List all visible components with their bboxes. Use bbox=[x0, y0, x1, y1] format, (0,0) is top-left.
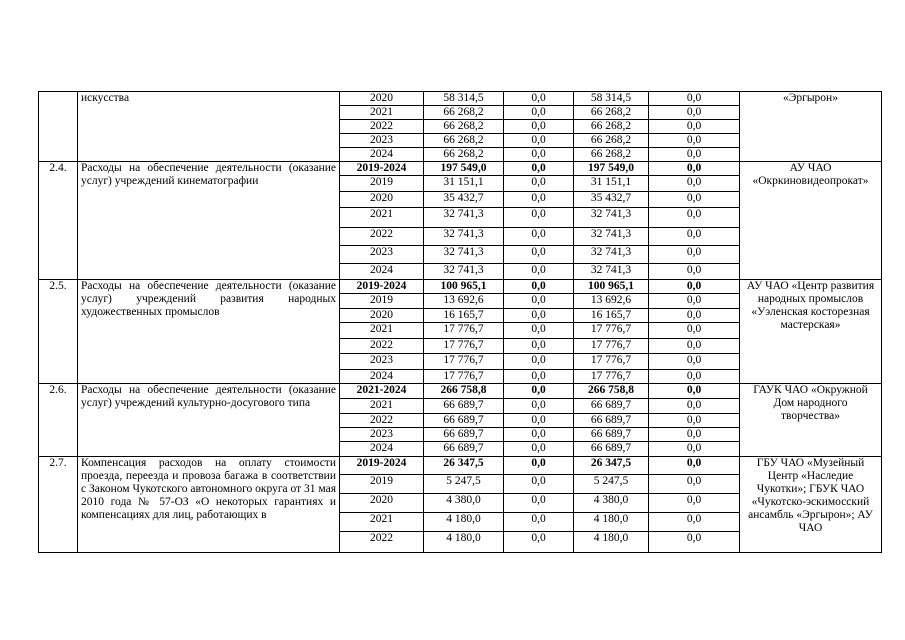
total-cell: 32 741,3 bbox=[424, 208, 504, 228]
total-cell: 66 689,7 bbox=[424, 442, 504, 457]
year-cell: 2021 bbox=[340, 513, 424, 532]
table-row bbox=[39, 384, 882, 399]
total-cell: 4 180,0 bbox=[424, 532, 504, 553]
federal-budget-cell: 0,0 bbox=[504, 442, 574, 457]
other-sources-cell: 0,0 bbox=[649, 339, 740, 354]
year-cell: 2020 bbox=[340, 92, 424, 106]
year-cell: 2022 bbox=[340, 120, 424, 134]
year-cell: 2022 bbox=[340, 414, 424, 428]
year-cell: 2023 bbox=[340, 246, 424, 264]
okrug-budget-cell: 16 165,7 bbox=[574, 309, 649, 323]
okrug-budget-cell: 17 776,7 bbox=[574, 354, 649, 370]
okrug-budget-cell: 66 689,7 bbox=[574, 399, 649, 414]
total-cell: 66 268,2 bbox=[424, 134, 504, 148]
year-cell: 2021-2024 bbox=[340, 384, 424, 399]
total-cell: 32 741,3 bbox=[424, 264, 504, 280]
other-sources-cell: 0,0 bbox=[649, 309, 740, 323]
total-cell: 17 776,7 bbox=[424, 370, 504, 384]
other-sources-cell: 0,0 bbox=[649, 106, 740, 120]
federal-budget-cell: 0,0 bbox=[504, 475, 574, 494]
okrug-budget-cell: 32 741,3 bbox=[574, 208, 649, 228]
total-cell: 66 268,2 bbox=[424, 120, 504, 134]
item-number: 2.6. bbox=[39, 384, 78, 457]
table-row bbox=[39, 457, 882, 475]
other-sources-cell: 0,0 bbox=[649, 513, 740, 532]
okrug-budget-cell: 5 247,5 bbox=[574, 475, 649, 494]
other-sources-cell: 0,0 bbox=[649, 384, 740, 399]
okrug-budget-cell: 4 380,0 bbox=[574, 494, 649, 513]
total-cell: 58 314,5 bbox=[424, 92, 504, 106]
total-cell: 66 268,2 bbox=[424, 148, 504, 162]
federal-budget-cell: 0,0 bbox=[504, 92, 574, 106]
table-row bbox=[39, 162, 882, 176]
okrug-budget-cell: 13 692,6 bbox=[574, 294, 649, 309]
other-sources-cell: 0,0 bbox=[649, 162, 740, 176]
executor-cell: АУ ЧАО «Окркиновидеопрокат» bbox=[740, 162, 882, 280]
okrug-budget-cell: 4 180,0 bbox=[574, 513, 649, 532]
executor-cell: ГАУК ЧАО «Окружной Дом народного творчества» bbox=[740, 384, 882, 457]
year-cell: 2022 bbox=[340, 339, 424, 354]
federal-budget-cell: 0,0 bbox=[504, 532, 574, 553]
other-sources-cell: 0,0 bbox=[649, 532, 740, 553]
other-sources-cell: 0,0 bbox=[649, 414, 740, 428]
other-sources-cell: 0,0 bbox=[649, 92, 740, 106]
okrug-budget-cell: 4 180,0 bbox=[574, 532, 649, 553]
year-cell: 2023 bbox=[340, 134, 424, 148]
federal-budget-cell: 0,0 bbox=[504, 457, 574, 475]
year-cell: 2024 bbox=[340, 264, 424, 280]
federal-budget-cell: 0,0 bbox=[504, 513, 574, 532]
federal-budget-cell: 0,0 bbox=[504, 494, 574, 513]
okrug-budget-cell: 66 268,2 bbox=[574, 106, 649, 120]
item-name: Расходы на обеспечение деятельности (оказание услуг) учреждений развития народных художественных промыслов bbox=[78, 280, 340, 384]
okrug-budget-cell: 66 689,7 bbox=[574, 414, 649, 428]
federal-budget-cell: 0,0 bbox=[504, 148, 574, 162]
federal-budget-cell: 0,0 bbox=[504, 208, 574, 228]
okrug-budget-cell: 66 268,2 bbox=[574, 134, 649, 148]
other-sources-cell: 0,0 bbox=[649, 323, 740, 339]
federal-budget-cell: 0,0 bbox=[504, 192, 574, 208]
year-cell: 2019-2024 bbox=[340, 457, 424, 475]
federal-budget-cell: 0,0 bbox=[504, 370, 574, 384]
okrug-budget-cell: 66 689,7 bbox=[574, 428, 649, 442]
federal-budget-cell: 0,0 bbox=[504, 414, 574, 428]
federal-budget-cell: 0,0 bbox=[504, 228, 574, 246]
total-cell: 197 549,0 bbox=[424, 162, 504, 176]
okrug-budget-cell: 266 758,8 bbox=[574, 384, 649, 399]
federal-budget-cell: 0,0 bbox=[504, 294, 574, 309]
executor-cell: АУ ЧАО «Центр развития народных промыслов «Уэленская косторезная мастерская» bbox=[740, 280, 882, 384]
federal-budget-cell: 0,0 bbox=[504, 264, 574, 280]
other-sources-cell: 0,0 bbox=[649, 134, 740, 148]
okrug-budget-cell: 17 776,7 bbox=[574, 370, 649, 384]
other-sources-cell: 0,0 bbox=[649, 148, 740, 162]
other-sources-cell: 0,0 bbox=[649, 228, 740, 246]
other-sources-cell: 0,0 bbox=[649, 399, 740, 414]
other-sources-cell: 0,0 bbox=[649, 428, 740, 442]
year-cell: 2022 bbox=[340, 532, 424, 553]
year-cell: 2023 bbox=[340, 354, 424, 370]
year-cell: 2021 bbox=[340, 106, 424, 120]
year-cell: 2022 bbox=[340, 228, 424, 246]
federal-budget-cell: 0,0 bbox=[504, 309, 574, 323]
year-cell: 2024 bbox=[340, 442, 424, 457]
executor-cell: «Эргырон» bbox=[740, 92, 882, 162]
other-sources-cell: 0,0 bbox=[649, 208, 740, 228]
other-sources-cell: 0,0 bbox=[649, 280, 740, 294]
year-cell: 2024 bbox=[340, 370, 424, 384]
federal-budget-cell: 0,0 bbox=[504, 106, 574, 120]
year-cell: 2020 bbox=[340, 494, 424, 513]
other-sources-cell: 0,0 bbox=[649, 120, 740, 134]
total-cell: 17 776,7 bbox=[424, 339, 504, 354]
okrug-budget-cell: 32 741,3 bbox=[574, 228, 649, 246]
total-cell: 17 776,7 bbox=[424, 354, 504, 370]
year-cell: 2019 bbox=[340, 475, 424, 494]
item-name: искусства bbox=[78, 92, 340, 162]
total-cell: 66 689,7 bbox=[424, 414, 504, 428]
federal-budget-cell: 0,0 bbox=[504, 246, 574, 264]
total-cell: 4 180,0 bbox=[424, 513, 504, 532]
total-cell: 32 741,3 bbox=[424, 228, 504, 246]
executor-cell: ГБУ ЧАО «Музейный Центр «Наследие Чукотки»; ГБУК ЧАО «Чукотско-эскимосский ансамбль «Эргырон»; АУ ЧАО bbox=[740, 457, 882, 553]
other-sources-cell: 0,0 bbox=[649, 370, 740, 384]
item-name: Компенсация расходов на оплату стоимости проезда, переезда и провоза багажа в соответствии с Законом Чукотского автономного округа от 31 мая 2010 года № 57-ОЗ «О некоторых гарантиях и компенсациях для лиц, работающих в bbox=[78, 457, 340, 553]
federal-budget-cell: 0,0 bbox=[504, 323, 574, 339]
okrug-budget-cell: 197 549,0 bbox=[574, 162, 649, 176]
total-cell: 66 689,7 bbox=[424, 428, 504, 442]
item-number bbox=[39, 92, 78, 162]
federal-budget-cell: 0,0 bbox=[504, 120, 574, 134]
okrug-budget-cell: 32 741,3 bbox=[574, 264, 649, 280]
total-cell: 31 151,1 bbox=[424, 176, 504, 192]
okrug-budget-cell: 17 776,7 bbox=[574, 323, 649, 339]
okrug-budget-cell: 100 965,1 bbox=[574, 280, 649, 294]
okrug-budget-cell: 66 268,2 bbox=[574, 120, 649, 134]
federal-budget-cell: 0,0 bbox=[504, 428, 574, 442]
year-cell: 2019 bbox=[340, 294, 424, 309]
year-cell: 2019 bbox=[340, 176, 424, 192]
budget-table bbox=[38, 91, 882, 553]
okrug-budget-cell: 35 432,7 bbox=[574, 192, 649, 208]
item-number: 2.5. bbox=[39, 280, 78, 384]
year-cell: 2021 bbox=[340, 208, 424, 228]
other-sources-cell: 0,0 bbox=[649, 176, 740, 192]
item-name: Расходы на обеспечение деятельности (оказание услуг) учреждений кинематографии bbox=[78, 162, 340, 280]
okrug-budget-cell: 26 347,5 bbox=[574, 457, 649, 475]
total-cell: 100 965,1 bbox=[424, 280, 504, 294]
okrug-budget-cell: 31 151,1 bbox=[574, 176, 649, 192]
year-cell: 2021 bbox=[340, 323, 424, 339]
federal-budget-cell: 0,0 bbox=[504, 384, 574, 399]
table-row bbox=[39, 280, 882, 294]
item-number: 2.7. bbox=[39, 457, 78, 553]
federal-budget-cell: 0,0 bbox=[504, 399, 574, 414]
federal-budget-cell: 0,0 bbox=[504, 176, 574, 192]
other-sources-cell: 0,0 bbox=[649, 246, 740, 264]
federal-budget-cell: 0,0 bbox=[504, 354, 574, 370]
total-cell: 16 165,7 bbox=[424, 309, 504, 323]
federal-budget-cell: 0,0 bbox=[504, 280, 574, 294]
year-cell: 2019-2024 bbox=[340, 162, 424, 176]
okrug-budget-cell: 66 689,7 bbox=[574, 442, 649, 457]
year-cell: 2020 bbox=[340, 192, 424, 208]
year-cell: 2023 bbox=[340, 428, 424, 442]
federal-budget-cell: 0,0 bbox=[504, 134, 574, 148]
total-cell: 26 347,5 bbox=[424, 457, 504, 475]
federal-budget-cell: 0,0 bbox=[504, 339, 574, 354]
federal-budget-cell: 0,0 bbox=[504, 162, 574, 176]
other-sources-cell: 0,0 bbox=[649, 294, 740, 309]
other-sources-cell: 0,0 bbox=[649, 264, 740, 280]
total-cell: 17 776,7 bbox=[424, 323, 504, 339]
year-cell: 2020 bbox=[340, 309, 424, 323]
total-cell: 5 247,5 bbox=[424, 475, 504, 494]
other-sources-cell: 0,0 bbox=[649, 457, 740, 475]
total-cell: 66 268,2 bbox=[424, 106, 504, 120]
item-number: 2.4. bbox=[39, 162, 78, 280]
other-sources-cell: 0,0 bbox=[649, 494, 740, 513]
other-sources-cell: 0,0 bbox=[649, 442, 740, 457]
year-cell: 2019-2024 bbox=[340, 280, 424, 294]
okrug-budget-cell: 32 741,3 bbox=[574, 246, 649, 264]
total-cell: 35 432,7 bbox=[424, 192, 504, 208]
other-sources-cell: 0,0 bbox=[649, 354, 740, 370]
okrug-budget-cell: 17 776,7 bbox=[574, 339, 649, 354]
other-sources-cell: 0,0 bbox=[649, 192, 740, 208]
okrug-budget-cell: 58 314,5 bbox=[574, 92, 649, 106]
year-cell: 2021 bbox=[340, 399, 424, 414]
total-cell: 13 692,6 bbox=[424, 294, 504, 309]
okrug-budget-cell: 66 268,2 bbox=[574, 148, 649, 162]
total-cell: 32 741,3 bbox=[424, 246, 504, 264]
total-cell: 4 380,0 bbox=[424, 494, 504, 513]
total-cell: 66 689,7 bbox=[424, 399, 504, 414]
item-name: Расходы на обеспечение деятельности (оказание услуг) учреждений культурно-досугового типа bbox=[78, 384, 340, 457]
year-cell: 2024 bbox=[340, 148, 424, 162]
other-sources-cell: 0,0 bbox=[649, 475, 740, 494]
table-row bbox=[39, 92, 882, 106]
total-cell: 266 758,8 bbox=[424, 384, 504, 399]
